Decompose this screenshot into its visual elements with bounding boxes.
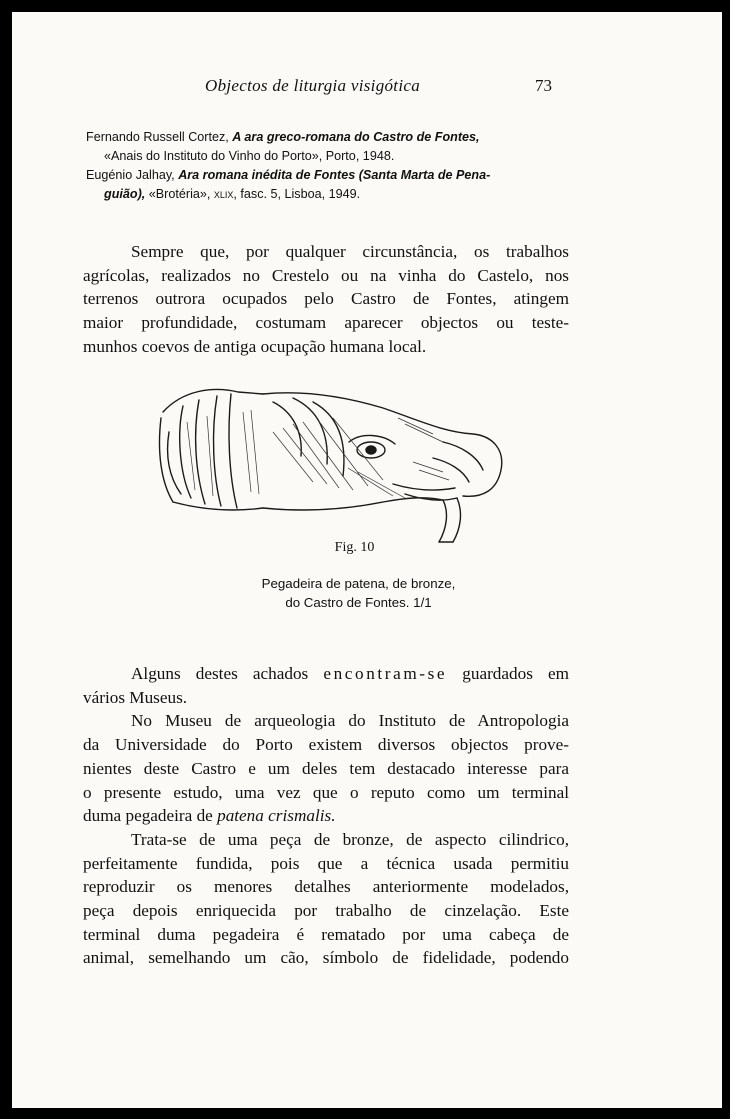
- reference-volume: xlix: [213, 187, 234, 201]
- reference-source: «Brotéria»,: [145, 187, 214, 201]
- text-line: maior profundidade, costumam aparecer objectos ou teste-: [83, 313, 569, 333]
- figure-illustration: [143, 372, 505, 552]
- text-line: munhos coevos de antiga ocupação humana local.: [83, 336, 427, 356]
- paragraph-1: [83, 240, 569, 359]
- reference-item: [86, 166, 570, 204]
- page: [12, 12, 722, 1108]
- reference-line: [86, 166, 570, 185]
- caption-line: Pegadeira de patena, de bronze,: [261, 576, 456, 591]
- figure-label: Fig. 10: [334, 540, 375, 555]
- text-line: o presente estudo, uma vez que o reputo como um terminal: [83, 782, 569, 802]
- text-line: animal, semelhando um cão, símbolo de fidelidade, podendo: [83, 948, 569, 968]
- text-line: agrícolas, realizados no Crestelo ou na vinha do Castelo, nos: [83, 265, 569, 285]
- page-number: 73: [535, 76, 552, 95]
- text-line: vários Museus.: [83, 687, 188, 707]
- references: [86, 128, 570, 204]
- text-line: duma pegadeira de patena crismalis.: [83, 806, 336, 826]
- reference-title-cont: guião),: [104, 187, 146, 201]
- text-line: terrenos outrora ocupados pelo Castro de Fontes, atingem: [83, 289, 569, 309]
- running-head: [12, 76, 722, 102]
- reference-line: [86, 147, 570, 166]
- reference-line: [86, 128, 570, 147]
- text-line: terminal duma pegadeira é rematado por uma cabeça de: [83, 924, 569, 944]
- text-line: reproduzir os menores detalhes anteriormente modelados,: [83, 877, 569, 897]
- reference-author: Fernando Russell Cortez,: [86, 130, 233, 144]
- reference-source: «Anais do Instituto do Vinho do Porto», Porto, 1948.: [104, 149, 395, 163]
- text-line: Alguns destes achados encontram-se guardados em: [131, 664, 569, 683]
- text-line: Sempre que, por qualquer circunstância, os trabalhos: [131, 242, 569, 261]
- running-title: Objectos de liturgia visigótica: [205, 76, 421, 95]
- figure-description: [0, 574, 722, 612]
- paragraph-2: [83, 662, 569, 970]
- text-line: No Museu de arqueologia do Instituto de Antropologia: [131, 711, 569, 731]
- text-line: Trata-se de uma peça de bronze, de aspecto cilindrico,: [131, 829, 569, 849]
- reference-title: Ara romana inédita de Fontes (Santa Marta de Pena-: [178, 168, 491, 182]
- dog-head-terminal-drawing: [143, 372, 505, 552]
- reference-title: A ara greco-romana do Castro de Fontes,: [232, 130, 480, 144]
- caption-line: do Castro de Fontes. 1/1: [285, 595, 432, 610]
- reference-line: [86, 185, 570, 204]
- reference-source-end: , fasc. 5, Lisboa, 1949.: [233, 187, 361, 201]
- text-line: da Universidade do Porto existem diversos objectos prove-: [83, 735, 569, 755]
- text-line: nientes deste Castro e um deles tem destacado interesse para: [83, 758, 569, 778]
- reference-item: [86, 128, 570, 166]
- text-line: perfeitamente fundida, pois que a técnica usada permitiu: [83, 853, 569, 873]
- reference-author: Eugénio Jalhay,: [86, 168, 179, 182]
- figure-caption: [12, 540, 722, 612]
- text-line: peça depois enriquecida por trabalho de cinzelação. Este: [83, 901, 569, 921]
